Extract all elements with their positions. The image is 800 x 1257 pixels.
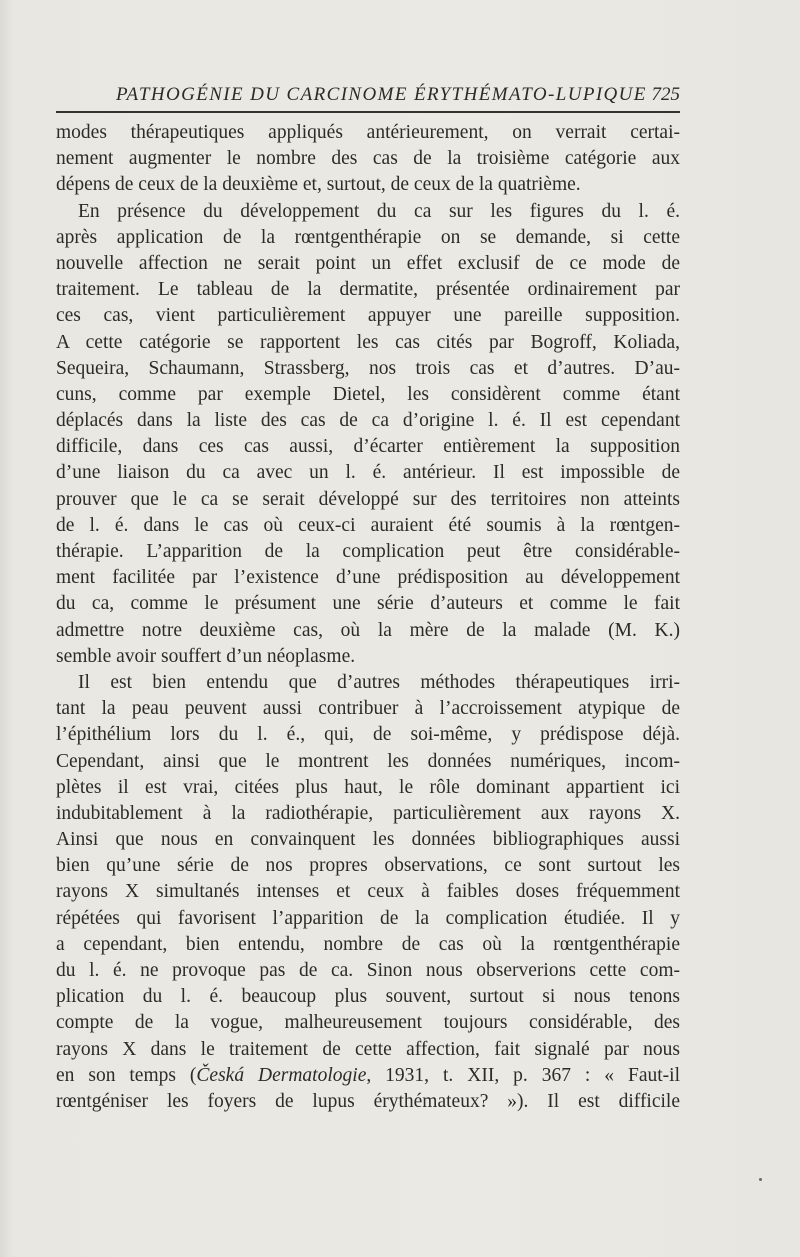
text-line: En présence du développement du ca sur les figures du l. é.	[78, 200, 680, 222]
text-line: bien qu’une série de nos propres observations, ce sont surtout les	[56, 855, 680, 877]
header-rule	[56, 111, 680, 113]
page-number: 725	[651, 84, 680, 105]
text-line: déplacés dans la liste des cas de ca d’origine l. é. Il est cependant	[56, 410, 680, 432]
citation-line	[56, 1063, 680, 1089]
text-line: plication du l. é. beaucoup plus souvent, surtout si nous tenons	[56, 986, 680, 1008]
text-line: rayons X simultanés intenses et ceux à faibles doses fréquemment	[56, 881, 680, 903]
text-line: Ainsi que nous en convainquent les données bibliographiques aussi	[56, 829, 680, 851]
text-line: compte de la vogue, malheureusement toujours considérable, des	[56, 1012, 680, 1034]
text-line: d’une liaison du ca avec un l. é. antérieur. Il est impossible de	[56, 462, 680, 484]
text-line: dépens de ceux de la deuxième et, surtout, de ceux de la quatrième.	[56, 174, 581, 196]
text-line: l’épithélium lors du l. é., qui, de soi-même, y prédispose déjà.	[56, 724, 680, 746]
text-line: de l. é. dans le cas où ceux-ci auraient été soumis à la rœntgen-	[56, 514, 680, 536]
text-line: difficile, dans ces cas aussi, d’écarter entièrement la supposition	[56, 436, 680, 458]
text-line: Cependant, ainsi que le montrent les données numériques, incom-	[56, 750, 680, 772]
text-line: plètes il est vrai, citées plus haut, le rôle dominant appartient ici	[56, 776, 680, 798]
text-line: ces cas, vient particulièrement appuyer une pareille supposition.	[56, 305, 680, 327]
citation-before: en son temps (	[56, 1064, 197, 1086]
text-line: du ca, comme le présument une série d’auteurs et comme le fait	[56, 593, 680, 615]
text-line: prouver que le ca se serait développé sur des territoires non atteints	[56, 488, 680, 510]
citation-after: , 1931, t. XII, p. 367 : « Faut-il	[366, 1064, 680, 1086]
text-line: nouvelle affection ne serait point un effet exclusif de ce mode de	[56, 252, 680, 274]
text-line: traitement. Le tableau de la dermatite, présentée ordinairement par	[56, 279, 680, 301]
text-line: répétées qui favorisent l’apparition de la complication étudiée. Il y	[56, 907, 680, 929]
running-title: PATHOGÉNIE DU CARCINOME ÉRYTHÉMATO-LUPIQUE	[116, 84, 647, 105]
text-line: A cette catégorie se rapportent les cas cités par Bogroff, Koliada,	[56, 331, 680, 353]
text-line: cuns, comme par exemple Dietel, les considèrent comme étant	[56, 383, 680, 405]
text-line: indubitablement à la radiothérapie, particulièrement aux rayons X.	[56, 802, 680, 824]
running-header	[56, 82, 680, 112]
body-text	[56, 120, 680, 1115]
text-line: après application de la rœntgenthérapie on se demande, si cette	[56, 226, 680, 248]
paper-speck	[759, 1178, 762, 1181]
text-line: rayons X dans le traitement de cette affection, fait signalé par nous	[56, 1038, 680, 1060]
text-line: modes thérapeutiques appliqués antérieurement, on verrait certai-	[56, 122, 680, 143]
journal-title: Česká Dermatologie	[196, 1064, 367, 1086]
text-line: rœntgéniser les foyers de lupus érythémateux? »). Il est difficile	[56, 1090, 680, 1112]
text-line: thérapie. L’apparition de la complication peut être considérable-	[56, 541, 680, 562]
text-line: Sequeira, Schaumann, Strassberg, nos trois cas et d’autres. D’au-	[56, 357, 680, 379]
text-line: admettre notre deuxième cas, où la mère de la malade (M. K.)	[56, 619, 680, 641]
text-line: ment facilitée par l’existence d’une prédisposition au développement	[56, 567, 680, 589]
text-line: a cependant, bien entendu, nombre de cas où la rœntgenthérapie	[56, 933, 680, 955]
text-line: tant la peau peuvent aussi contribuer à l’accroissement atypique de	[56, 698, 680, 720]
text-line: nement augmenter le nombre des cas de la troisième catégorie aux	[56, 148, 680, 170]
text-line: Il est bien entendu que d’autres méthodes thérapeutiques irri-	[78, 671, 680, 693]
text-line: semble avoir souffert d’un néoplasme.	[56, 645, 356, 667]
text-line: du l. é. ne provoque pas de ca. Sinon nous observerions cette com-	[56, 960, 680, 981]
